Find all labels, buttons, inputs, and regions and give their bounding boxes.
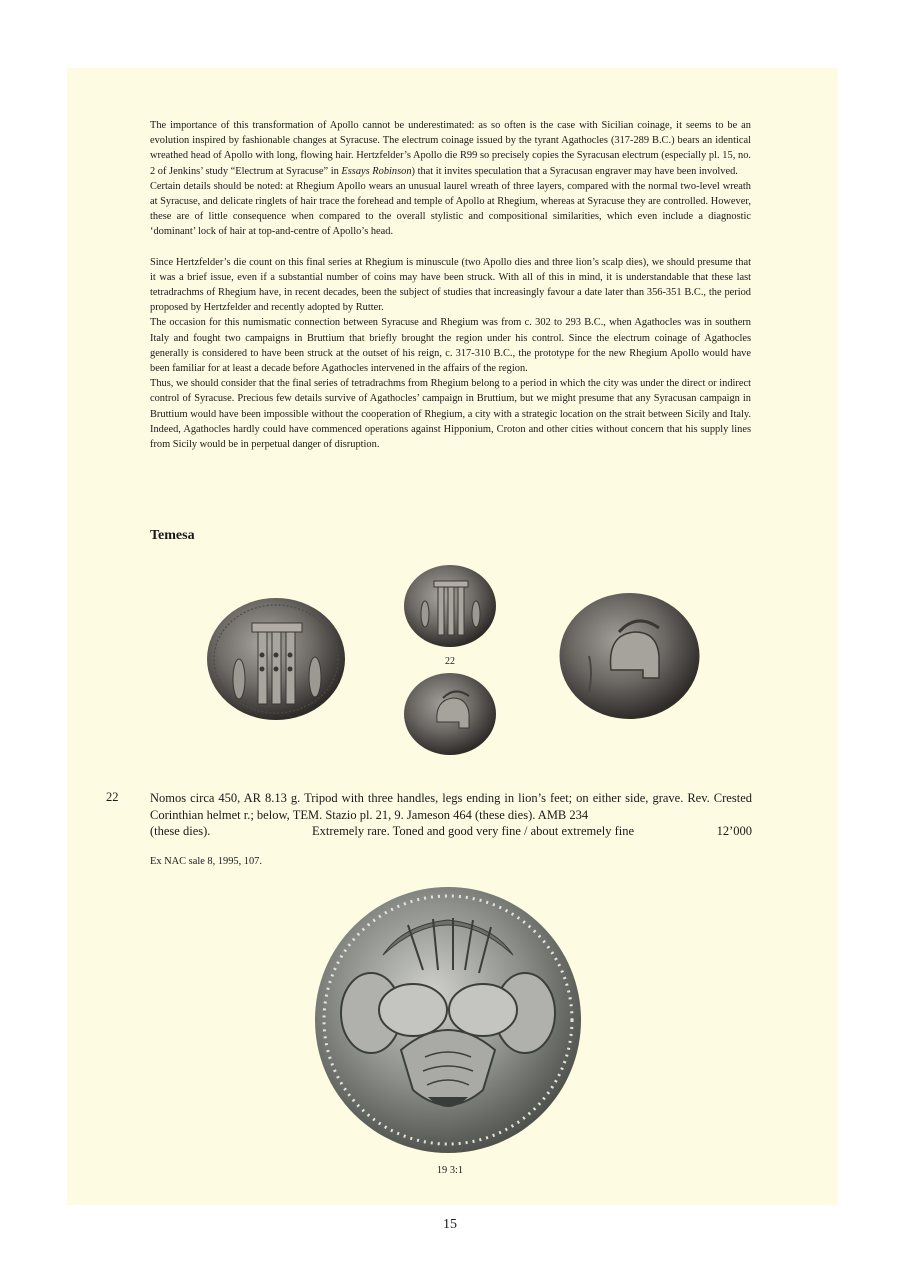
lot-dies-note: (these dies). <box>150 824 211 838</box>
lion-scalp-coin-enlargement <box>313 885 583 1155</box>
essays-robinson-title: Essays Robinson <box>341 165 412 177</box>
enlargement-caption: 19 3:1 <box>436 1165 464 1176</box>
lot-description-text: Nomos circa 450, AR 8.13 g. Tripod with three handles, legs ending in lion’s feet; on either side, grave. Rev. Crested Corinthian helmet r.; below, TEM. Stazio pl. 21, 9. Jameson 464 (these dies). AMB 234 <box>150 791 752 822</box>
lot-description <box>150 790 752 840</box>
coin-obverse-small <box>403 564 497 648</box>
lot-grade-line <box>150 823 752 840</box>
lot-provenance: Ex NAC sale 8, 1995, 107. <box>150 856 262 867</box>
paragraph-1: The importance of this transformation of Apollo cannot be underestimated: as so often is the case with Sicilian coinage, it seems to be an evolution inspired by fashionable changes at Syracuse. The electrum coinage issued by the tyrant Agathocles (317-289 B.C.) bears an identical wreathed head of Apollo with long, flowing hair. Hertzfelder’s Apollo die R99 so precisely copies the Syracusan electrum (especially pl. 15, no. 2 of Jenkins’ study “Electrum at Syracuse” in Essays Robinson) that it invites speculation that a Syracusan engraver may have been involved. <box>150 120 751 177</box>
paragraph-2: Certain details should be noted: at Rhegium Apollo wears an unusual laurel wreath of three layers, compared with the normal two-level wreath at Syracuse, and delicate ringlets of hair trace the forehead and temple of Apollo at Rhegium, whereas at Syracuse they are controlled. However, these are of little consequence when compared to the overall stylistic and compositional similarities, which even include a diagnostic ‘dominant’ lock of hair at top-and-centre of Apollo’s head. <box>150 180 751 238</box>
article-text <box>150 118 751 452</box>
paragraph-5: Thus, we should consider that the final series of tetradrachms from Rhegium belong to a period in which the city was under the direct or indirect control of Syracuse. Precious few details survive of Agathocles’ campaign in Bruttium, but we might presume that any Syracusan campaign in Bruttium would have been impossible without the cooperation of Rhegium, a city with a strategic location on the strait between Sicily and Italy. Indeed, Agathocles hardly could have commenced operations against Hipponium, Croton and other cities without concern that his supply lines from Sicily would be in perpetual danger of disruption. <box>150 378 751 451</box>
page-number: 15 <box>443 1217 457 1232</box>
lot-estimate: 12’000 <box>716 824 752 838</box>
section-heading: Temesa <box>150 528 195 543</box>
lot-grade: Extremely rare. Toned and good very fine / about extremely fine <box>312 824 635 838</box>
paragraph-3: Since Hertzfelder’s die count on this final series at Rhegium is minuscule (two Apollo dies and three lion’s scalp dies), we should presume that it was a brief issue, even if a substantial number of coins may have been struck. With all of this in mind, it is understandable that these last tetradrachms of Rhegium have, in recent decades, been the subject of studies that increasingly favour a date later than 356-351 B.C., the period proposed by Hertzfelder and recently adopted by Rutter. <box>150 256 751 314</box>
lot-number: 22 <box>106 790 119 804</box>
lot-image-caption: 22 <box>445 656 455 667</box>
coin-obverse-large <box>206 597 346 721</box>
coin-reverse-large <box>559 592 700 720</box>
paragraph-4: The occasion for this numismatic connection between Syracuse and Rhegium was from c. 302 to 293 B.C., when Agathocles was in southern Italy and fought two campaigns in Bruttium that briefly brought the region under his control. Since the electrum coinage of Agathocles generally is considered to have been struck at the outset of his reign, c. 317-310 B.C., the prototype for the new Rhegium Apollo would have been familiar for at least a decade before Agathocles intervened in the affairs of the region. <box>150 317 751 375</box>
coin-reverse-small <box>403 672 497 756</box>
